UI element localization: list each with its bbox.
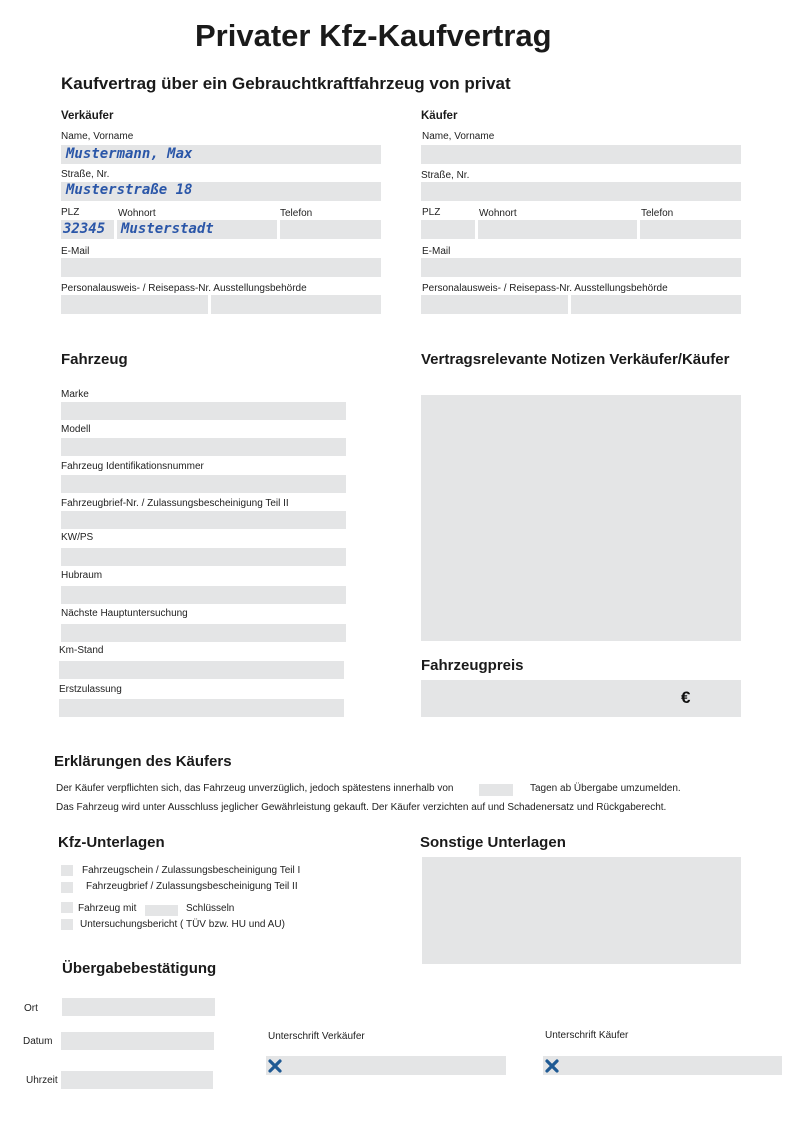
seller-zip-label: PLZ	[61, 207, 80, 218]
buyer-phone-label: Telefon	[641, 208, 674, 219]
seller-street-label: Straße, Nr.	[61, 169, 110, 180]
seller-id-number-field[interactable]	[61, 295, 208, 314]
vehicle-model-field[interactable]	[61, 438, 346, 456]
buyer-city-field[interactable]	[478, 220, 637, 239]
page-subtitle: Kaufvertrag über ein Gebrauchtkraftfahrzeug von privat	[61, 74, 511, 93]
handover-heading: Übergabebestätigung	[62, 960, 217, 977]
notes-heading: Vertragsrelevante Notizen Verkäufer/Käufer	[421, 351, 730, 368]
declarations-line1-a: Der Käufer verpflichten sich, das Fahrzeug unverzüglich, jedoch spätestens innerhalb von	[56, 783, 454, 794]
seller-name-value: Mustermann, Max	[66, 146, 193, 162]
buyer-street-label: Straße, Nr.	[421, 170, 470, 181]
other-docs-textarea[interactable]	[422, 857, 741, 964]
other-docs-heading: Sonstige Unterlagen	[420, 834, 566, 851]
vehicle-label-displacement: Hubraum	[61, 570, 103, 581]
vehicle-displacement-field[interactable]	[61, 586, 346, 604]
buyer-zip-field[interactable]	[421, 220, 475, 239]
key-count-field[interactable]	[145, 905, 178, 916]
seller-city-value: Musterstadt	[121, 221, 214, 237]
seller-city-label: Wohnort	[118, 208, 156, 219]
vehicle-label-first-registration: Erstzulassung	[59, 684, 122, 695]
vehicle-make-field[interactable]	[61, 402, 346, 420]
vehicle-label-model: Modell	[61, 424, 91, 435]
declarations-line1-b: Tagen ab Übergabe umzumelden.	[530, 783, 681, 794]
checkbox-inspection-report[interactable]	[61, 919, 73, 930]
date-field[interactable]	[61, 1032, 214, 1050]
vehicle-label-power: KW/PS	[61, 532, 94, 543]
vehicle-inspection-field[interactable]	[61, 624, 346, 642]
buyer-signature-field[interactable]	[543, 1056, 782, 1075]
documents-item4: Untersuchungsbericht ( TÜV bzw. HU und AU)	[80, 919, 285, 930]
seller-signature-label: Unterschrift Verkäufer	[268, 1031, 365, 1042]
documents-item3-a: Fahrzeug mit	[78, 903, 137, 914]
documents-item3-b: Schlüsseln	[186, 903, 235, 914]
buyer-email-label: E-Mail	[422, 246, 451, 257]
vehicle-label-registration-doc: Fahrzeugbrief-Nr. / Zulassungsbescheinigung Teil II	[61, 498, 289, 509]
seller-heading: Verkäufer	[61, 110, 114, 122]
buyer-heading: Käufer	[421, 110, 458, 122]
euro-symbol: €	[681, 688, 691, 707]
seller-signature-field[interactable]	[266, 1056, 506, 1075]
place-field[interactable]	[62, 998, 215, 1016]
documents-item2: Fahrzeugbrief / Zulassungsbescheinigung Teil II	[86, 881, 298, 892]
place-label: Ort	[24, 1003, 38, 1014]
vehicle-label-vin: Fahrzeug Identifikationsnummer	[61, 461, 204, 472]
vehicle-label-make: Marke	[61, 389, 89, 400]
price-heading: Fahrzeugpreis	[421, 657, 524, 674]
buyer-zip-label: PLZ	[422, 207, 441, 218]
x-mark-icon	[545, 1059, 559, 1073]
buyer-street-field[interactable]	[421, 182, 741, 201]
vehicle-vin-field[interactable]	[61, 475, 346, 493]
vehicle-first-registration-field[interactable]	[59, 699, 344, 717]
vehicle-label-inspection: Nächste Hauptuntersuchung	[61, 608, 188, 619]
vehicle-mileage-field[interactable]	[59, 661, 344, 679]
buyer-id-label: Personalausweis- / Reisepass-Nr. Ausstellungsbehörde	[422, 283, 668, 294]
notes-textarea[interactable]	[421, 395, 741, 641]
seller-name-label: Name, Vorname	[61, 131, 134, 142]
vehicle-label-mileage: Km-Stand	[59, 645, 104, 656]
seller-id-authority-field[interactable]	[211, 295, 381, 314]
vehicle-power-field[interactable]	[61, 548, 346, 566]
buyer-name-field[interactable]	[421, 145, 741, 164]
seller-phone-label: Telefon	[280, 208, 313, 219]
vehicle-registration-doc-field[interactable]	[61, 511, 346, 529]
checkbox-keys[interactable]	[61, 902, 73, 913]
checkbox-vehicle-title[interactable]	[61, 882, 73, 893]
seller-email-field[interactable]	[61, 258, 381, 277]
buyer-email-field[interactable]	[421, 258, 741, 277]
date-label: Datum	[23, 1036, 53, 1047]
page-title: Privater Kfz-Kaufvertrag	[195, 18, 552, 53]
seller-street-value: Musterstraße 18	[66, 182, 193, 198]
x-mark-icon	[268, 1059, 282, 1073]
declarations-heading: Erklärungen des Käufers	[54, 753, 232, 770]
vehicle-heading: Fahrzeug	[61, 351, 128, 368]
time-label: Uhrzeit	[26, 1075, 58, 1086]
documents-item1: Fahrzeugschein / Zulassungsbescheinigung Teil I	[82, 865, 301, 876]
declarations-line2: Das Fahrzeug wird unter Ausschluss jeglicher Gewährleistung gekauft. Der Käufer verzichten auf und Schadenersatz und Rückgaberecht.	[56, 802, 667, 813]
buyer-signature-label: Unterschrift Käufer	[545, 1030, 629, 1041]
seller-zip-value: 32345	[63, 221, 106, 237]
seller-phone-field[interactable]	[280, 220, 381, 239]
reregistration-days-field[interactable]	[479, 784, 513, 796]
seller-id-label: Personalausweis- / Reisepass-Nr. Ausstellungsbehörde	[61, 283, 307, 294]
seller-email-label: E-Mail	[61, 246, 90, 257]
documents-heading: Kfz-Unterlagen	[58, 834, 165, 851]
buyer-id-authority-field[interactable]	[571, 295, 741, 314]
checkbox-vehicle-registration[interactable]	[61, 865, 73, 876]
buyer-id-number-field[interactable]	[421, 295, 568, 314]
buyer-city-label: Wohnort	[479, 208, 517, 219]
buyer-phone-field[interactable]	[640, 220, 741, 239]
price-field[interactable]	[421, 680, 741, 717]
buyer-name-label: Name, Vorname	[422, 131, 495, 142]
time-field[interactable]	[61, 1071, 213, 1089]
